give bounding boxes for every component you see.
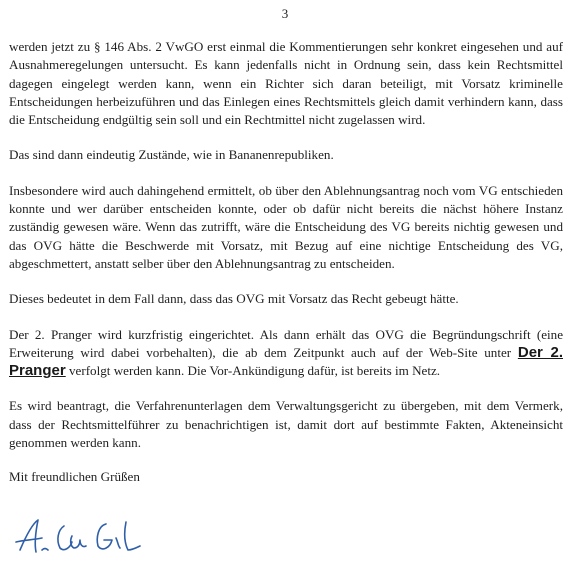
pranger-text-before: Der 2. Pranger wird kurzfristig eingerichtet. Als dann erhält das OVG die Begründungschrift (eine Erweiterung wird dabei vorbehalten), die ab dem Zeitpunkt auch auf der Web-Site unter [9, 326, 563, 360]
page-number: 3 [281, 6, 289, 21]
paragraph-banana-republics: Das sind dann eindeutig Zustände, wie in Bananenrepubliken. [9, 147, 334, 163]
pranger-link[interactable]: Der 2. Pranger [9, 343, 563, 380]
letter-body [9, 38, 563, 504]
paragraph-request: Es wird beantragt, die Verfahrenunterlagen dem Verwaltungsgericht zu übergeben, mit dem Vermerk, dass der Rechtsmittelführer zu benachrichtigen ist, damit dort auf bestimmte Fakten, Akteneinsicht genommen werden kann. [9, 398, 563, 451]
paragraph-pranger [9, 326, 563, 381]
paragraph-perversion-of-justice: Dieses bedeutet in dem Fall dann, dass das OVG mit Vorsatz das Recht gebeugt hätte. [9, 291, 459, 307]
pranger-text-after: verfolgt werden kann. Die Vor-Ankündigung dafür, ist bereits im Netz. [65, 363, 441, 379]
closing-salutation: Mit freundlichen Grüßen [9, 469, 140, 485]
paragraph-commentary: werden jetzt zu § 146 Abs. 2 VwGO erst einmal die Kommentierungen sehr konkret eingesehen und auf Ausnahmeregelungen untersucht. Es kann jedenfalls nicht in Ordnung sein, dass kein Rechtsmittel dagegen eingelegt werden kann, wenn ein Richter sich daran beteiligt, mit Vorsatz kriminelle Entscheidungen herbeizuführen und das Einlegen eines Rechtsmittels gleich damit verhindern kann, dass die Entscheidung endgültig sein soll und ein Rechtmittel nicht zugelassen wird. [9, 39, 563, 128]
handwritten-signature [12, 514, 152, 558]
paragraph-investigation: Insbesondere wird auch dahingehend ermittelt, ob über den Ablehnungsantrag noch vom VG entschieden konnte und wer darüber entscheiden konnte, oder ob dafür nicht bereits die nächst höhere Instanz zuständig gewesen wäre. Wenn das zutrifft, wäre die Entscheidung des VG bereits nichtig gewesen und das OVG hätte die Beschwerde mit Vorsatz, mit Bezug auf eine nichtige Entscheidung des VG, abgeschmettert, anstatt selber über den Ablehnungsantrag zu entscheiden. [9, 182, 563, 271]
